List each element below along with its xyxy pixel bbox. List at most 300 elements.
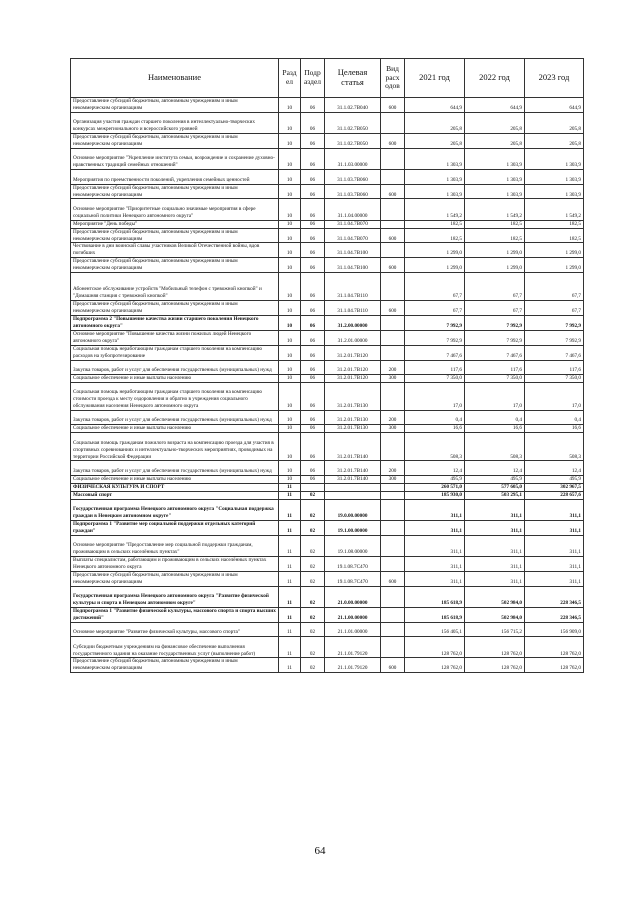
name-cell: Чествование в дни воинской славы участников Великой Отечественной войны, вдов погибших [71,243,279,258]
amount-2023-cell: 67,7 [525,301,584,316]
section-cell: 10 [279,184,301,199]
target-cell: 31.1.02.7В050 [325,134,381,149]
section-cell: 11 [279,556,301,571]
subsection-cell: 06 [301,374,325,382]
amount-2021-cell: 7 467,6 [405,345,465,360]
expense-type-cell: 600 [381,134,405,149]
table-row [71,461,584,475]
amount-2023-cell: 311,1 [525,535,584,556]
amount-2023-cell: 302 967,5 [525,483,584,491]
amount-2023-cell: 311,1 [525,520,584,535]
expense-type-cell: 200 [381,410,405,424]
subsection-cell: 02 [301,607,325,622]
table-row [71,330,584,345]
amount-2022-cell: 1 303,9 [465,184,525,199]
expense-type-cell [381,273,405,301]
table-row [71,658,584,673]
table-row [71,243,584,258]
table-row [71,520,584,535]
amount-2022-cell: 16,6 [465,425,525,433]
subsection-cell: 02 [301,586,325,607]
amount-2021-cell: 1 303,9 [405,170,465,184]
target-cell [325,491,381,499]
target-cell: 19.1.00.00000 [325,520,381,535]
name-cell: Основное мероприятие "Приоритетные социально значимые мероприятия в сфере социальной политики Ненецкого автономного округа" [71,199,279,220]
amount-2022-cell: 12,4 [465,461,525,475]
amount-2021-cell: 117,6 [405,360,465,374]
page-number: 64 [314,845,326,857]
section-cell: 10 [279,148,301,169]
amount-2022-cell: 311,1 [465,499,525,520]
amount-2022-cell: 67,7 [465,301,525,316]
amount-2022-cell: 502 984,0 [465,607,525,622]
subsection-cell: 06 [301,258,325,273]
expense-type-cell [381,491,405,499]
subsection-cell: 02 [301,520,325,535]
table-row [71,134,584,149]
name-cell: Социальная помощь неработающим гражданам старшего поколения на компенсацию расходов на зубопротезирование [71,345,279,360]
section-cell: 10 [279,360,301,374]
table-row [71,316,584,331]
amount-2023-cell: 67,7 [525,273,584,301]
expense-type-cell [381,433,405,461]
section-cell: 11 [279,535,301,556]
amount-2023-cell: 117,6 [525,360,584,374]
name-cell: Государственная программа Ненецкого автономного округа "Социальная поддержка граждан в Ненецком автономном округе" [71,499,279,520]
section-cell: 10 [279,461,301,475]
section-cell: 10 [279,170,301,184]
subsection-cell: 02 [301,535,325,556]
subsection-cell: 06 [301,475,325,483]
amount-2022-cell: 156 715,2 [465,622,525,636]
target-cell: 31.2.01.7В120 [325,374,381,382]
expense-type-cell [381,148,405,169]
target-cell: 31.2.01.7В140 [325,433,381,461]
subsection-cell: 06 [301,433,325,461]
target-cell: 21.1.01.79120 [325,637,381,658]
section-cell: 11 [279,586,301,607]
section-cell: 10 [279,134,301,149]
expense-type-cell [381,170,405,184]
name-cell: Социальное обеспечение и иные выплаты населению [71,475,279,483]
amount-2021-cell: 1 303,9 [405,148,465,169]
amount-2021-cell: 185 618,9 [405,607,465,622]
amount-2023-cell: 495,9 [525,475,584,483]
header-subsection: Подр аздел [301,59,325,98]
amount-2023-cell: 182,5 [525,220,584,228]
name-cell: Предоставление субсидий бюджетным, автономным учреждениям и иным некоммерческим организациям [71,301,279,316]
amount-2023-cell: 228 346,5 [525,586,584,607]
name-cell: Социальная помощь гражданам пожилого возраста на компенсацию проезда для участия в спортивных соревнованиях и интеллектуально-творческих мероприятиях, проводимых на территории Российской Федерации [71,433,279,461]
amount-2021-cell: 185 930,0 [405,491,465,499]
table-row [71,571,584,586]
name-cell: Основное мероприятие "Предоставление мер социальной поддержки гражданам, проживающим в сельских населённых пунктах" [71,535,279,556]
subsection-cell: 06 [301,220,325,228]
target-cell: 31.2.00.00000 [325,316,381,331]
name-cell: Предоставление субсидий бюджетным, автономным учреждениям и иным некоммерческим организациям [71,571,279,586]
amount-2023-cell: 0,4 [525,410,584,424]
name-cell: Социальное обеспечение и иные выплаты населению [71,425,279,433]
amount-2023-cell: 228 346,5 [525,607,584,622]
target-cell: 31.2.01.7В130 [325,425,381,433]
name-cell: Подпрограмма 1 "Развитие мер социальной поддержки отдельных категорий граждан" [71,520,279,535]
target-cell: 31.2.01.7В130 [325,410,381,424]
amount-2022-cell: 311,1 [465,571,525,586]
name-cell: Закупка товаров, работ и услуг для обеспечения государственных (муниципальных) нужд [71,410,279,424]
amount-2023-cell: 228 657,6 [525,491,584,499]
name-cell: Выплаты специалистам, работающим и проживающим в сельских населённых пунктах Ненецкого автономного округа [71,556,279,571]
amount-2022-cell: 7 350,0 [465,374,525,382]
section-cell: 11 [279,491,301,499]
expense-type-cell: 600 [381,228,405,243]
amount-2023-cell: 1 299,0 [525,243,584,258]
amount-2023-cell: 311,1 [525,571,584,586]
expense-type-cell: 300 [381,425,405,433]
name-cell: Организация участия граждан старшего поколения в интеллектуально-творческих конкурсах межрегионального и всероссийского уровней [71,112,279,133]
amount-2021-cell: 156 405,1 [405,622,465,636]
target-cell: 31.1.04.00000 [325,199,381,220]
table-row [71,556,584,571]
name-cell: ФИЗИЧЕСКАЯ КУЛЬТУРА И СПОРТ [71,483,279,491]
amount-2021-cell: 17,0 [405,382,465,410]
expense-type-cell: 600 [381,258,405,273]
subsection-cell: 06 [301,316,325,331]
table-row [71,148,584,169]
expense-type-cell [381,243,405,258]
subsection-cell: 06 [301,461,325,475]
target-cell: 31.2.01.00000 [325,330,381,345]
amount-2022-cell: 67,7 [465,273,525,301]
section-cell: 10 [279,330,301,345]
target-cell: 21.1.00.00000 [325,607,381,622]
header-2021: 2021 год [405,59,465,98]
section-cell: 10 [279,273,301,301]
section-cell: 10 [279,301,301,316]
name-cell: Предоставление субсидий бюджетным, автономным учреждениям и иным некоммерческим организациям [71,134,279,149]
name-cell: Предоставление субсидий бюджетным, автономным учреждениям и иным некоммерческим организациям [71,258,279,273]
amount-2022-cell: 7 467,6 [465,345,525,360]
amount-2023-cell: 508,3 [525,433,584,461]
target-cell: 31.2.01.7В120 [325,345,381,360]
expense-type-cell: 600 [381,98,405,113]
table-row [71,535,584,556]
target-cell: 31.1.03.00000 [325,148,381,169]
header-2023: 2023 год [525,59,584,98]
target-cell: 19.0.00.00000 [325,499,381,520]
target-cell: 31.2.01.7В120 [325,360,381,374]
name-cell: Основное мероприятие "Развитие физической культуры, массового спорта" [71,622,279,636]
amount-2021-cell: 0,4 [405,410,465,424]
amount-2023-cell: 17,0 [525,382,584,410]
section-cell: 11 [279,658,301,673]
amount-2022-cell: 7 992,9 [465,316,525,331]
amount-2021-cell: 311,1 [405,499,465,520]
expense-type-cell [381,220,405,228]
table-row [71,586,584,607]
target-cell: 31.1.03.7В060 [325,170,381,184]
subsection-cell: 06 [301,184,325,199]
subsection-cell: 02 [301,499,325,520]
section-cell: 11 [279,499,301,520]
amount-2023-cell: 311,1 [525,499,584,520]
amount-2021-cell: 260 571,0 [405,483,465,491]
amount-2022-cell: 205,8 [465,112,525,133]
amount-2021-cell: 7 992,9 [405,316,465,331]
target-cell: 21.0.00.00000 [325,586,381,607]
expense-type-cell: 600 [381,301,405,316]
amount-2022-cell: 1 299,0 [465,258,525,273]
expense-type-cell [381,345,405,360]
name-cell: Социальное обеспечение и иные выплаты населению [71,374,279,382]
subsection-cell: 06 [301,148,325,169]
amount-2021-cell: 205,8 [405,112,465,133]
table-row [71,273,584,301]
header-2022: 2022 год [465,59,525,98]
subsection-cell: 06 [301,134,325,149]
subsection-cell: 06 [301,360,325,374]
amount-2023-cell: 128 762,0 [525,637,584,658]
expense-type-cell [381,483,405,491]
amount-2022-cell: 7 992,9 [465,330,525,345]
subsection-cell: 06 [301,199,325,220]
amount-2022-cell: 644,9 [465,98,525,113]
amount-2022-cell: 508,3 [465,433,525,461]
amount-2023-cell: 16,6 [525,425,584,433]
header-section: Разд ел [279,59,301,98]
table-row [71,374,584,382]
amount-2022-cell: 1 299,0 [465,243,525,258]
amount-2023-cell: 128 762,0 [525,658,584,673]
expense-type-cell: 300 [381,374,405,382]
table-row [71,425,584,433]
table-row [71,483,584,491]
subsection-cell: 06 [301,273,325,301]
budget-table [70,58,584,673]
section-cell: 10 [279,345,301,360]
table-row [71,301,584,316]
amount-2022-cell: 502 984,0 [465,586,525,607]
target-cell: 31.1.04.7В110 [325,273,381,301]
amount-2022-cell: 1 549,2 [465,199,525,220]
target-cell [325,483,381,491]
table-row [71,258,584,273]
section-cell: 10 [279,475,301,483]
table-row [71,637,584,658]
expense-type-cell [381,622,405,636]
amount-2022-cell: 1 303,9 [465,148,525,169]
expense-type-cell [381,316,405,331]
target-cell: 31.1.04.7В100 [325,243,381,258]
expense-type-cell: 300 [381,475,405,483]
subsection-cell: 06 [301,301,325,316]
amount-2021-cell: 311,1 [405,571,465,586]
name-cell: Предоставление субсидий бюджетным, автономным учреждениям и иным некоммерческим организациям [71,98,279,113]
amount-2021-cell: 185 618,9 [405,586,465,607]
amount-2021-cell: 67,7 [405,301,465,316]
expense-type-cell: 200 [381,360,405,374]
table-row [71,220,584,228]
amount-2021-cell: 7 350,0 [405,374,465,382]
name-cell: Субсидии бюджетным учреждениям на финансовое обеспечение выполнения государственного задания на оказание государственных услуг (выполнение работ) [71,637,279,658]
table-row [71,475,584,483]
subsection-cell: 02 [301,637,325,658]
section-cell: 11 [279,520,301,535]
name-cell: Предоставление субсидий бюджетным, автономным учреждениям и иным некоммерческим организациям [71,228,279,243]
amount-2022-cell: 182,5 [465,220,525,228]
name-cell: Предоставление субсидий бюджетным, автономным учреждениям и иным некоммерческим организациям [71,658,279,673]
amount-2023-cell: 1 299,0 [525,258,584,273]
name-cell: Государственная программа Ненецкого автономного округа "Развитие физической культуры и спорта в Ненецком автономном округе" [71,586,279,607]
table-row [71,433,584,461]
amount-2022-cell: 495,9 [465,475,525,483]
amount-2021-cell: 1 299,0 [405,243,465,258]
expense-type-cell [381,199,405,220]
expense-type-cell [381,556,405,571]
expense-type-cell: 600 [381,658,405,673]
amount-2021-cell: 311,1 [405,556,465,571]
section-cell: 10 [279,316,301,331]
expense-type-cell [381,112,405,133]
name-cell: Закупка товаров, работ и услуг для обеспечения государственных (муниципальных) нужд [71,461,279,475]
subsection-cell: 06 [301,345,325,360]
section-cell: 10 [279,374,301,382]
amount-2023-cell: 182,5 [525,228,584,243]
amount-2022-cell: 128 762,0 [465,658,525,673]
target-cell: 31.1.03.7В060 [325,184,381,199]
amount-2022-cell: 503 295,1 [465,491,525,499]
amount-2022-cell: 182,5 [465,228,525,243]
expense-type-cell [381,330,405,345]
target-cell: 31.1.02.7В050 [325,112,381,133]
section-cell: 11 [279,483,301,491]
amount-2023-cell: 311,1 [525,556,584,571]
subsection-cell: 06 [301,382,325,410]
name-cell: Абонентское обслуживание устройств "Мобильный телефон с тревожной кнопкой" и "Домашняя станция с тревожной кнопкой" [71,273,279,301]
section-cell: 10 [279,199,301,220]
name-cell: Подпрограмма 1 "Развитие физической культуры, массового спорта и спорта высших достижений" [71,607,279,622]
name-cell: Мероприятие "День победы" [71,220,279,228]
amount-2021-cell: 1 303,9 [405,184,465,199]
amount-2022-cell: 117,6 [465,360,525,374]
amount-2023-cell: 1 303,9 [525,148,584,169]
section-cell: 10 [279,425,301,433]
subsection-cell: 02 [301,622,325,636]
target-cell: 21.1.01.00000 [325,622,381,636]
subsection-cell: 02 [301,491,325,499]
section-cell: 10 [279,220,301,228]
target-cell: 31.2.01.7В130 [325,382,381,410]
target-cell: 19.1.08.7С470 [325,571,381,586]
amount-2021-cell: 7 992,9 [405,330,465,345]
amount-2023-cell: 1 303,9 [525,170,584,184]
subsection-cell: 02 [301,556,325,571]
amount-2023-cell: 156 909,0 [525,622,584,636]
name-cell: Предоставление субсидий бюджетным, автономным учреждениям и иным некоммерческим организациям [71,184,279,199]
target-cell: 31.1.04.7В110 [325,301,381,316]
table-row [71,170,584,184]
amount-2023-cell: 1 303,9 [525,184,584,199]
amount-2022-cell: 311,1 [465,535,525,556]
subsection-cell: 06 [301,243,325,258]
target-cell: 31.1.04.7В070 [325,220,381,228]
section-cell: 11 [279,622,301,636]
subsection-cell: 06 [301,98,325,113]
header-name: Наименование [71,59,279,98]
table-row [71,382,584,410]
name-cell: Социальная помощь неработающим гражданам старшего поколения на компенсацию стоимости проезда к месту оздоровления и обратно в учреждения социального обслуживания населения Ненецкого автономного округа [71,382,279,410]
amount-2021-cell: 1 299,0 [405,258,465,273]
amount-2021-cell: 495,9 [405,475,465,483]
section-cell: 10 [279,98,301,113]
amount-2021-cell: 67,7 [405,273,465,301]
amount-2023-cell: 205,8 [525,112,584,133]
subsection-cell: 06 [301,425,325,433]
amount-2023-cell: 7 350,0 [525,374,584,382]
section-cell: 10 [279,112,301,133]
section-cell: 10 [279,433,301,461]
target-cell: 31.2.01.7В140 [325,475,381,483]
target-cell: 31.1.04.7В070 [325,228,381,243]
amount-2021-cell: 644,9 [405,98,465,113]
amount-2023-cell: 7 992,9 [525,330,584,345]
section-cell: 10 [279,228,301,243]
expense-type-cell [381,637,405,658]
section-cell: 10 [279,382,301,410]
table-row [71,491,584,499]
name-cell: Закупка товаров, работ и услуг для обеспечения государственных (муниципальных) нужд [71,360,279,374]
amount-2022-cell: 577 605,0 [465,483,525,491]
table-row [71,410,584,424]
amount-2022-cell: 0,4 [465,410,525,424]
subsection-cell: 02 [301,658,325,673]
amount-2021-cell: 128 762,0 [405,637,465,658]
header-expense-type: Вид расх одов [381,59,405,98]
amount-2023-cell: 12,4 [525,461,584,475]
expense-type-cell: 600 [381,184,405,199]
table-row [71,228,584,243]
section-cell: 11 [279,637,301,658]
target-cell: 19.1.08.7С470 [325,556,381,571]
name-cell: Массовый спорт [71,491,279,499]
target-cell: 21.1.01.79120 [325,658,381,673]
amount-2021-cell: 12,4 [405,461,465,475]
header-target: Целевая статья [325,59,381,98]
amount-2022-cell: 311,1 [465,556,525,571]
table-row [71,98,584,113]
expense-type-cell: 200 [381,461,405,475]
amount-2022-cell: 17,0 [465,382,525,410]
table-row [71,499,584,520]
expense-type-cell [381,382,405,410]
name-cell: Основное мероприятие "Укрепление института семьи, возрождение и сохранение духовно-нравственных традиций семейных отношений" [71,148,279,169]
amount-2022-cell: 205,8 [465,134,525,149]
amount-2021-cell: 182,5 [405,228,465,243]
section-cell: 11 [279,607,301,622]
amount-2022-cell: 128 762,0 [465,637,525,658]
amount-2021-cell: 311,1 [405,535,465,556]
amount-2023-cell: 644,9 [525,98,584,113]
target-cell: 31.1.02.7В040 [325,98,381,113]
table-header-row [71,59,584,98]
expense-type-cell [381,607,405,622]
amount-2022-cell: 1 303,9 [465,170,525,184]
section-cell: 10 [279,410,301,424]
subsection-cell: 06 [301,228,325,243]
section-cell: 10 [279,258,301,273]
subsection-cell: 06 [301,170,325,184]
subsection-cell: 06 [301,330,325,345]
amount-2023-cell: 205,8 [525,134,584,149]
